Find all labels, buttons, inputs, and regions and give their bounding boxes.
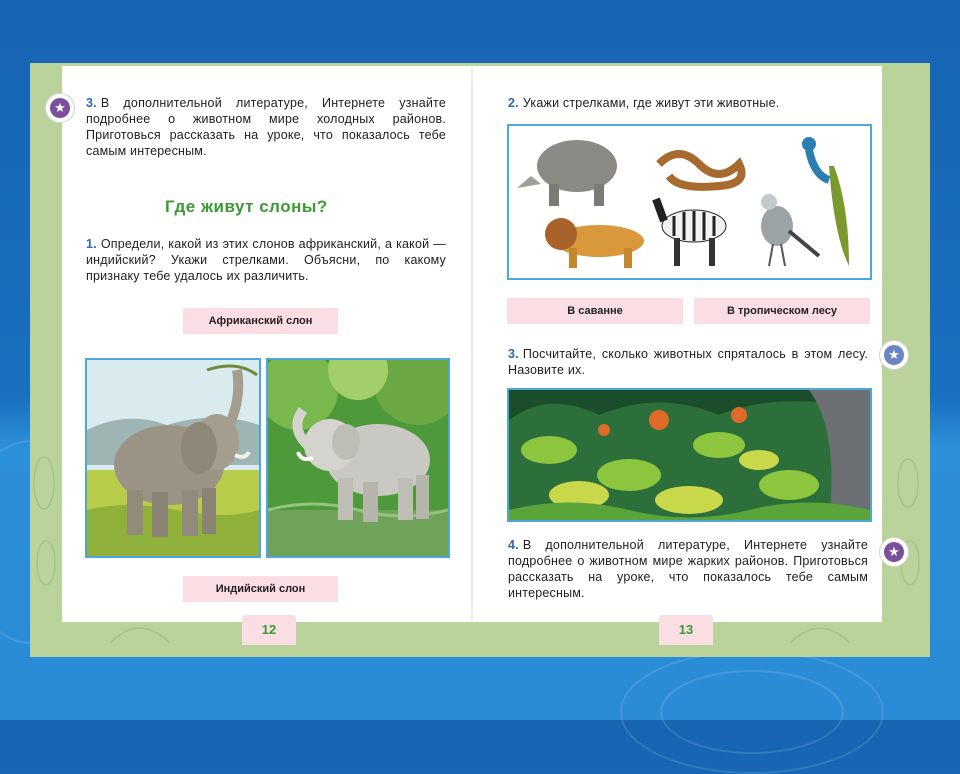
left-task1 [86,236,446,284]
label-savanna[interactable]: В саванне [507,298,683,324]
task-number: 3. [86,96,97,110]
right-task2 [508,95,868,111]
left-task3 [86,95,446,159]
task-text: Определи, какой из этих слонов африканский, а какой — индийский? Укажи стрелками. Объясни, по какому признаку тебе удалось их различить. [86,237,446,283]
star-badge-icon: ★ [884,345,904,365]
jungle-image [507,388,872,522]
task-number: 4. [508,538,519,552]
label-tropical-forest[interactable]: В тропическом лесу [694,298,870,324]
indian-elephant-image [266,358,450,558]
task-text: В дополнительной литературе, Интернете узнайте подробнее о животном мире холодных районов. Приготовься рассказать на уроке, что показалось тебе самым интересным. [86,96,446,158]
right-task4 [508,537,868,601]
label-african-elephant[interactable]: Африканский слон [183,308,338,334]
page-number-right: 13 [659,615,713,645]
book-spine [471,66,473,622]
african-elephant-image [85,358,261,558]
task-number: 3. [508,347,519,361]
task-number: 1. [86,237,97,251]
task-text: Посчитайте, сколько животных спряталось в этом лесу. Назовите их. [508,347,868,377]
label-indian-elephant[interactable]: Индийский слон [183,576,338,602]
star-badge-icon: ★ [50,98,70,118]
star-badge-icon: ★ [884,542,904,562]
ripple-decoration [660,670,844,754]
section-heading: Где живут слоны? [165,197,328,216]
right-task3 [508,346,868,378]
task-badge-right-3 [880,341,908,369]
page-number-left: 12 [242,615,296,645]
task-badge-left [46,94,74,122]
task-badge-right-4 [880,538,908,566]
animals-image [507,124,872,280]
task-number: 2. [508,96,519,110]
task-text: Укажи стрелками, где живут эти животные. [522,96,780,110]
task-text: В дополнительной литературе, Интернете узнайте подробнее о животном мире жарких районов. Приготовься рассказать на уроке, что показалось тебе самым интересным. [508,538,868,600]
